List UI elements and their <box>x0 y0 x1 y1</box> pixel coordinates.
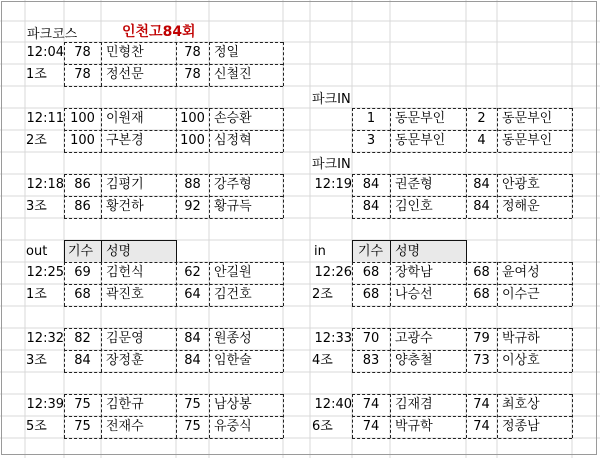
player-name: 이원재 <box>106 111 144 126</box>
class-number: 78 <box>184 67 201 82</box>
class-number: 74 <box>473 397 490 412</box>
cell-border <box>352 372 572 373</box>
class-number: 74 <box>362 397 380 412</box>
class-number: 78 <box>184 45 201 60</box>
cell-border <box>572 174 573 218</box>
header-border <box>352 240 353 262</box>
cell-border <box>64 262 65 306</box>
cell-border <box>352 218 572 219</box>
cell-border <box>64 328 65 372</box>
class-number: 82 <box>74 331 91 346</box>
cell-border <box>176 108 177 152</box>
player-name: 안길원 <box>214 265 252 280</box>
player-name: 신철진 <box>214 67 252 82</box>
cell-border <box>390 174 391 218</box>
cell-border <box>176 174 177 218</box>
player-name: 이수근 <box>502 287 540 302</box>
class-number: 70 <box>362 331 380 346</box>
class-number: 84 <box>184 353 201 368</box>
player-name: 동문부인 <box>395 111 446 126</box>
cell-border <box>497 394 498 438</box>
cell-border <box>64 174 283 175</box>
cell-border <box>209 42 210 86</box>
class-number: 75 <box>74 397 91 412</box>
cell-border <box>390 394 391 438</box>
cell-border <box>64 218 283 219</box>
class-number: 2 <box>477 111 486 126</box>
cell-border <box>497 174 498 218</box>
player-name: 나승선 <box>395 287 433 302</box>
player-name: 윤여성 <box>502 265 540 280</box>
header-border <box>176 240 177 262</box>
class-number: 4 <box>477 133 486 148</box>
class-number: 68 <box>473 265 490 280</box>
player-name: 동문부인 <box>502 133 553 148</box>
cell-border <box>390 262 391 306</box>
cell-border <box>352 328 353 372</box>
tee-time: 12:04 <box>26 45 64 60</box>
col-num-header: 기수 <box>68 244 94 259</box>
player-name: 안광호 <box>502 177 540 192</box>
cell-border <box>64 416 283 417</box>
cell-border <box>497 262 498 306</box>
cell-border <box>64 328 283 329</box>
tee-time: 12:33 <box>314 331 352 346</box>
cell-border <box>209 174 210 218</box>
group-label: 4조 <box>312 353 333 368</box>
header-border <box>466 240 467 262</box>
cell-border <box>390 328 391 372</box>
class-number: 84 <box>74 353 91 368</box>
pak-in-label: 파크IN <box>312 157 351 172</box>
course-title: 파크코스 <box>27 27 78 42</box>
cell-border <box>101 262 102 306</box>
cell-border <box>352 174 572 175</box>
cell-border <box>209 262 210 306</box>
cell-border <box>64 284 283 285</box>
class-number: 64 <box>184 287 201 302</box>
cell-border <box>64 438 283 439</box>
player-name: 양충철 <box>395 353 433 368</box>
cell-border <box>64 306 283 307</box>
player-name: 최호상 <box>502 397 540 412</box>
tee-time: 12:18 <box>26 177 64 192</box>
player-name: 정해운 <box>502 199 540 214</box>
col-num-header: 기수 <box>358 244 384 259</box>
class-number: 84 <box>473 177 490 192</box>
cell-border <box>283 42 284 86</box>
player-name: 전재수 <box>106 419 144 434</box>
class-number: 1 <box>366 111 376 126</box>
class-number: 79 <box>473 331 490 346</box>
cell-border <box>352 328 572 329</box>
event-title: 인천고84회 <box>122 24 196 40</box>
player-name: 임한술 <box>214 353 252 368</box>
class-number: 73 <box>473 353 490 368</box>
player-name: 김헌식 <box>106 265 144 280</box>
cell-border <box>572 394 573 438</box>
header-border <box>64 240 65 262</box>
player-name: 황규득 <box>214 199 252 214</box>
cell-border <box>352 174 353 218</box>
player-name: 심정혁 <box>214 133 252 148</box>
cell-border <box>466 328 467 372</box>
cell-border <box>352 262 572 263</box>
player-name: 손승환 <box>214 111 252 126</box>
cell-border <box>352 394 572 395</box>
class-number: 84 <box>362 177 380 192</box>
tee-time: 12:32 <box>26 331 64 346</box>
class-number: 68 <box>74 287 91 302</box>
class-number: 75 <box>184 397 201 412</box>
cell-border <box>283 394 284 438</box>
class-number: 69 <box>74 265 91 280</box>
cell-border <box>64 152 283 153</box>
player-name: 민형찬 <box>106 45 144 60</box>
player-name: 장정훈 <box>106 353 144 368</box>
group-label: 1조 <box>26 287 47 302</box>
col-name-header: 성명 <box>395 244 421 259</box>
player-name: 황건하 <box>106 199 144 214</box>
group-label: 3조 <box>26 353 47 368</box>
player-name: 동문부인 <box>502 111 553 126</box>
player-name: 원종성 <box>214 331 252 346</box>
cell-border <box>101 108 102 152</box>
header-border <box>64 240 176 241</box>
cell-border <box>352 108 572 109</box>
player-name: 남상봉 <box>214 397 252 412</box>
player-name: 김한규 <box>106 397 144 412</box>
cell-border <box>64 42 283 43</box>
cell-border <box>572 262 573 306</box>
cell-border <box>64 64 283 65</box>
player-name: 박규학 <box>395 419 433 434</box>
cell-border <box>176 394 177 438</box>
player-name: 정선문 <box>106 67 144 82</box>
class-number: 84 <box>184 331 201 346</box>
cell-border <box>283 174 284 218</box>
group-label: 5조 <box>26 419 47 434</box>
group-label: 2조 <box>26 133 47 148</box>
player-name: 이상호 <box>502 353 540 368</box>
player-name: 정종남 <box>502 419 540 434</box>
cell-border <box>176 328 177 372</box>
cell-border <box>64 108 283 109</box>
cell-border <box>390 108 391 152</box>
class-number: 68 <box>362 287 380 302</box>
cell-border <box>101 174 102 218</box>
player-name: 권준형 <box>395 177 433 192</box>
cell-border <box>466 394 467 438</box>
tee-time: 12:19 <box>314 177 352 192</box>
class-number: 100 <box>180 133 205 148</box>
player-name: 김문영 <box>106 331 144 346</box>
cell-border <box>64 372 283 373</box>
cell-border <box>64 196 283 197</box>
cell-border <box>209 328 210 372</box>
cell-border <box>64 42 65 86</box>
out-label: out <box>26 244 48 259</box>
cell-border <box>352 350 572 351</box>
cell-border <box>209 394 210 438</box>
class-number: 68 <box>473 287 490 302</box>
header-border <box>390 240 391 262</box>
class-number: 86 <box>74 199 91 214</box>
cell-border <box>64 130 283 131</box>
cell-border <box>352 108 353 152</box>
tee-time: 12:11 <box>26 111 64 126</box>
cell-border <box>209 108 210 152</box>
cell-border <box>64 394 283 395</box>
player-name: 고광수 <box>395 331 433 346</box>
header-border <box>352 240 466 241</box>
pak-in-label: 파크IN <box>312 92 351 107</box>
class-number: 84 <box>362 199 380 214</box>
group-label: 1조 <box>26 67 47 82</box>
cell-border <box>64 262 283 263</box>
col-name-header: 성명 <box>106 244 132 259</box>
cell-border <box>64 174 65 218</box>
cell-border <box>572 108 573 152</box>
cell-border <box>466 174 467 218</box>
cell-border <box>101 42 102 86</box>
cell-border <box>352 196 572 197</box>
player-name: 유중식 <box>214 419 252 434</box>
cell-border <box>352 416 572 417</box>
cell-border <box>497 328 498 372</box>
class-number: 62 <box>184 265 201 280</box>
tee-time: 12:39 <box>26 397 64 412</box>
class-number: 100 <box>70 111 95 126</box>
class-number: 84 <box>473 199 490 214</box>
class-number: 78 <box>74 67 91 82</box>
cell-border <box>101 328 102 372</box>
player-name: 김평기 <box>106 177 144 192</box>
tee-time: 12:25 <box>26 265 64 280</box>
class-number: 100 <box>70 133 95 148</box>
cell-border <box>352 262 353 306</box>
group-label: 3조 <box>26 199 47 214</box>
class-number: 92 <box>184 199 201 214</box>
player-name: 장학남 <box>395 265 433 280</box>
class-number: 68 <box>362 265 380 280</box>
cell-border <box>283 262 284 306</box>
cell-border <box>176 42 177 86</box>
cell-border <box>176 262 177 306</box>
player-name: 강주형 <box>214 177 252 192</box>
cell-border <box>572 328 573 372</box>
player-name: 김재겸 <box>395 397 433 412</box>
header-border <box>101 240 102 262</box>
cell-border <box>497 108 498 152</box>
class-number: 75 <box>184 419 201 434</box>
tee-time <box>312 109 352 128</box>
player-name: 동문부인 <box>395 133 446 148</box>
tee-time: 12:26 <box>314 265 352 280</box>
cell-border <box>64 86 283 87</box>
cell-border <box>352 152 572 153</box>
player-name: 김인호 <box>395 199 433 214</box>
cell-border <box>101 394 102 438</box>
cell-border <box>64 350 283 351</box>
class-number: 3 <box>366 133 376 148</box>
player-name: 정일 <box>214 45 240 60</box>
group-label: 6조 <box>312 419 333 434</box>
cell-border <box>352 438 572 439</box>
in-label: in <box>314 244 326 259</box>
class-number: 78 <box>74 45 91 60</box>
player-name: 곽진호 <box>106 287 144 302</box>
cell-border <box>466 262 467 306</box>
cell-border <box>283 328 284 372</box>
group-label: 2조 <box>312 287 333 302</box>
class-number: 88 <box>184 177 201 192</box>
player-name: 구본경 <box>106 133 144 148</box>
player-name: 박규하 <box>502 331 540 346</box>
class-number: 75 <box>74 419 91 434</box>
tee-time: 12:40 <box>314 397 352 412</box>
cell-border <box>352 130 572 131</box>
cell-border <box>352 306 572 307</box>
player-name: 김건호 <box>214 287 252 302</box>
cell-border <box>283 108 284 152</box>
cell-border <box>352 394 353 438</box>
class-number: 74 <box>473 419 490 434</box>
class-number: 86 <box>74 177 91 192</box>
class-number: 83 <box>362 353 380 368</box>
cell-border <box>352 284 572 285</box>
cell-border <box>64 108 65 152</box>
cell-border <box>466 108 467 152</box>
class-number: 100 <box>180 111 205 126</box>
class-number: 74 <box>362 419 380 434</box>
cell-border <box>64 394 65 438</box>
